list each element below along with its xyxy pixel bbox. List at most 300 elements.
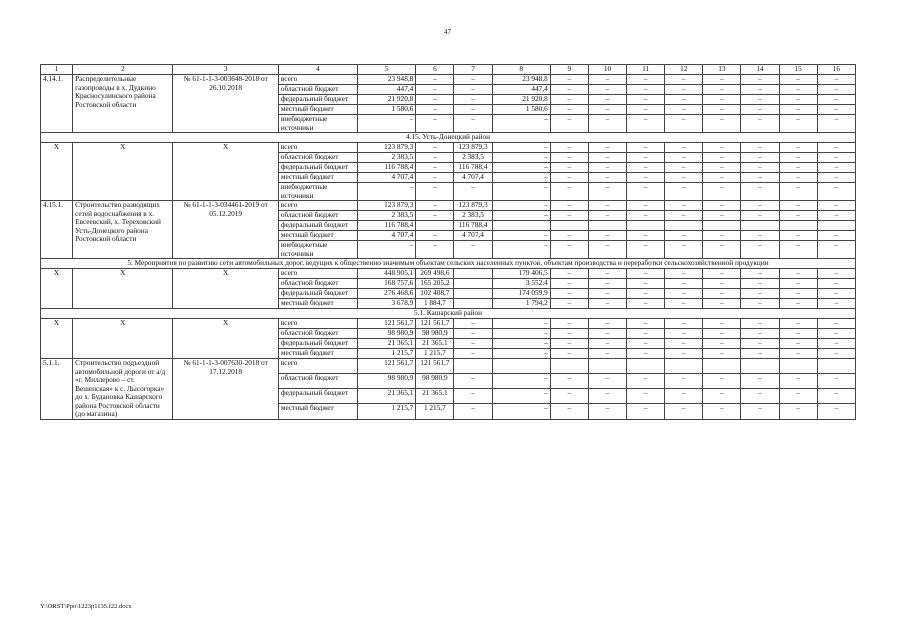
value-cell: – <box>588 299 626 309</box>
value-cell: – <box>665 211 703 221</box>
value-cell <box>454 269 492 279</box>
value-cell: 123 879,3 <box>454 201 492 211</box>
value-cell: – <box>454 75 492 85</box>
value-cell: – <box>817 211 855 221</box>
value-cell: – <box>492 231 550 241</box>
value-cell: – <box>550 211 588 221</box>
value-cell: – <box>817 201 855 211</box>
value-cell: – <box>627 329 665 339</box>
item-number: X <box>41 269 73 309</box>
value-cell: – <box>665 349 703 359</box>
value-cell: – <box>358 115 416 133</box>
funding-source: внебюджетные источники <box>278 183 357 201</box>
value-cell: – <box>741 201 779 211</box>
value-cell: – <box>741 339 779 349</box>
value-cell: – <box>741 241 779 259</box>
value-cell: – <box>627 105 665 115</box>
funding-source: местный бюджет <box>278 105 357 115</box>
value-cell: 98 980,9 <box>416 374 454 389</box>
value-cell: – <box>741 115 779 133</box>
table-row <box>41 359 856 374</box>
value-cell: – <box>665 319 703 329</box>
funding-source: областной бюджет <box>278 211 357 221</box>
value-cell: – <box>779 339 817 349</box>
value-cell <box>454 279 492 289</box>
section-row <box>41 133 856 143</box>
value-cell: – <box>492 374 550 389</box>
value-cell: 2 383,5 <box>358 153 416 163</box>
value-cell: 4 707,4 <box>454 173 492 183</box>
value-cell: – <box>550 319 588 329</box>
funding-source: областной бюджет <box>278 85 357 95</box>
value-cell: – <box>817 241 855 259</box>
value-cell: – <box>779 319 817 329</box>
value-cell: – <box>817 105 855 115</box>
value-cell: – <box>416 211 454 221</box>
value-cell: – <box>779 389 817 404</box>
value-cell: 269 498,6 <box>416 269 454 279</box>
value-cell: – <box>492 115 550 133</box>
value-cell: – <box>416 163 454 173</box>
value-cell: 102 408,7 <box>416 289 454 299</box>
value-cell: – <box>817 319 855 329</box>
value-cell: – <box>817 289 855 299</box>
value-cell: 4 707,4 <box>358 231 416 241</box>
value-cell: – <box>550 329 588 339</box>
value-cell: – <box>703 211 741 221</box>
funding-source: всего <box>278 143 357 153</box>
value-cell: – <box>492 319 550 329</box>
value-cell: – <box>817 85 855 95</box>
value-cell: 179 406,5 <box>492 269 550 279</box>
value-cell: 121 561,7 <box>416 319 454 329</box>
item-number: 4.14.1. <box>41 75 73 133</box>
value-cell <box>492 221 550 231</box>
section-title: 5. Мероприятия по развитию сети автомобильных дорог, ведущих к общественно значимым объектам сельских населенных пунктов, объектам производства и переработки сельскохозяйственной продукции <box>41 259 856 269</box>
funding-source: местный бюджет <box>278 231 357 241</box>
value-cell: – <box>550 105 588 115</box>
value-cell: 23 948,8 <box>492 75 550 85</box>
value-cell: – <box>588 279 626 289</box>
value-cell: – <box>550 163 588 173</box>
value-cell: – <box>588 105 626 115</box>
value-cell: 21 920,8 <box>492 95 550 105</box>
funding-source: внебюджетные источники <box>278 241 357 259</box>
value-cell: 4 707,4 <box>454 231 492 241</box>
column-header: 3 <box>173 65 278 75</box>
value-cell: – <box>492 153 550 163</box>
value-cell: – <box>550 115 588 133</box>
value-cell: – <box>741 279 779 289</box>
funding-source: местный бюджет <box>278 173 357 183</box>
value-cell: – <box>741 289 779 299</box>
value-cell: – <box>492 404 550 419</box>
value-cell: 2 383,5 <box>454 153 492 163</box>
value-cell: – <box>492 329 550 339</box>
value-cell: – <box>665 289 703 299</box>
value-cell: – <box>779 183 817 201</box>
value-cell: – <box>627 241 665 259</box>
item-name: Строительство разводящих сетей водоснабжения в х. Евсеевский, х. Тереховский Усть-Донецкого района Ростовской области <box>73 201 173 259</box>
funding-source: всего <box>278 269 357 279</box>
value-cell: – <box>454 319 492 329</box>
funding-source: областной бюджет <box>278 329 357 339</box>
value-cell: – <box>550 183 588 201</box>
value-cell: – <box>627 201 665 211</box>
column-header: 8 <box>492 65 550 75</box>
value-cell: – <box>741 349 779 359</box>
value-cell: – <box>741 389 779 404</box>
value-cell: – <box>817 173 855 183</box>
value-cell <box>703 221 741 231</box>
column-header: 14 <box>741 65 779 75</box>
value-cell: – <box>779 173 817 183</box>
value-cell: – <box>665 241 703 259</box>
value-cell: – <box>779 105 817 115</box>
item-name: Распределительные газопроводы в х. Дудкино Красносулинского района Ростовской области <box>73 75 173 133</box>
value-cell: – <box>779 279 817 289</box>
value-cell: – <box>665 105 703 115</box>
budget-table <box>40 64 856 420</box>
funding-source: областной бюджет <box>278 279 357 289</box>
value-cell: – <box>550 153 588 163</box>
value-cell: – <box>741 329 779 339</box>
value-cell: 447,4 <box>358 85 416 95</box>
value-cell: – <box>741 374 779 389</box>
value-cell <box>588 359 626 374</box>
value-cell: – <box>779 374 817 389</box>
value-cell: – <box>550 279 588 289</box>
value-cell: – <box>665 279 703 289</box>
value-cell: – <box>665 201 703 211</box>
value-cell <box>416 221 454 231</box>
section-title: 5.1. Кашарский район <box>41 309 856 319</box>
value-cell: – <box>588 329 626 339</box>
funding-source: всего <box>278 75 357 85</box>
value-cell: – <box>779 153 817 163</box>
value-cell: – <box>665 231 703 241</box>
value-cell: – <box>665 404 703 419</box>
value-cell: – <box>703 319 741 329</box>
funding-source: федеральный бюджет <box>278 289 357 299</box>
funding-source: внебюджетные источники <box>278 115 357 133</box>
value-cell: – <box>665 329 703 339</box>
value-cell: – <box>665 115 703 133</box>
value-cell: 123 879,3 <box>358 143 416 153</box>
column-header: 4 <box>278 65 357 75</box>
value-cell: – <box>627 211 665 221</box>
value-cell: – <box>627 173 665 183</box>
value-cell: 123 879,3 <box>358 201 416 211</box>
value-cell: – <box>492 339 550 349</box>
footer-path: Y:\ORST\Ppo\1223p1135.f22.docx <box>40 603 132 610</box>
value-cell: – <box>550 289 588 299</box>
value-cell: – <box>817 349 855 359</box>
value-cell <box>454 289 492 299</box>
value-cell: 116 788,4 <box>358 163 416 173</box>
value-cell: – <box>665 183 703 201</box>
value-cell: – <box>416 75 454 85</box>
value-cell: – <box>416 241 454 259</box>
value-cell <box>779 359 817 374</box>
value-cell: – <box>588 143 626 153</box>
item-number: X <box>41 143 73 201</box>
value-cell: – <box>627 231 665 241</box>
value-cell: – <box>588 374 626 389</box>
value-cell: – <box>588 241 626 259</box>
value-cell: – <box>779 211 817 221</box>
table-row <box>41 143 856 153</box>
value-cell: – <box>779 404 817 419</box>
value-cell: – <box>627 299 665 309</box>
value-cell: – <box>703 231 741 241</box>
value-cell: – <box>416 85 454 95</box>
value-cell: – <box>817 75 855 85</box>
section-row <box>41 259 856 269</box>
value-cell: – <box>817 163 855 173</box>
value-cell: 448 905,1 <box>358 269 416 279</box>
value-cell: – <box>741 95 779 105</box>
value-cell <box>454 359 492 374</box>
value-cell: – <box>703 163 741 173</box>
value-cell: – <box>550 339 588 349</box>
value-cell: – <box>454 329 492 339</box>
value-cell: – <box>665 173 703 183</box>
item-document: № 61-1-1-3-003648-2018 от 26.10.2018 <box>173 75 278 133</box>
value-cell: – <box>550 95 588 105</box>
value-cell: 1 215,7 <box>358 349 416 359</box>
value-cell: 21 920,8 <box>358 95 416 105</box>
value-cell: – <box>454 349 492 359</box>
value-cell <box>588 221 626 231</box>
value-cell <box>627 221 665 231</box>
value-cell: – <box>627 349 665 359</box>
value-cell: 116 788,4 <box>454 221 492 231</box>
value-cell: – <box>492 349 550 359</box>
value-cell: 121 561,7 <box>416 359 454 374</box>
value-cell: – <box>627 163 665 173</box>
value-cell: – <box>454 115 492 133</box>
value-cell: – <box>741 231 779 241</box>
value-cell: – <box>492 163 550 173</box>
value-cell: 98 980,9 <box>358 374 416 389</box>
value-cell: – <box>588 95 626 105</box>
value-cell: – <box>550 404 588 419</box>
value-cell: 168 757,6 <box>358 279 416 289</box>
value-cell: – <box>588 231 626 241</box>
value-cell: 1 884,7 <box>416 299 454 309</box>
value-cell: – <box>741 211 779 221</box>
value-cell: 2 383,5 <box>454 211 492 221</box>
value-cell: – <box>627 85 665 95</box>
value-cell: 21 365,1 <box>358 389 416 404</box>
value-cell: – <box>817 231 855 241</box>
value-cell: – <box>741 75 779 85</box>
funding-source: всего <box>278 319 357 329</box>
value-cell <box>454 299 492 309</box>
value-cell: 116 788,4 <box>358 221 416 231</box>
funding-source: федеральный бюджет <box>278 339 357 349</box>
header-row <box>41 65 856 75</box>
value-cell: 123 879,3 <box>454 143 492 153</box>
value-cell: – <box>550 143 588 153</box>
value-cell: – <box>741 269 779 279</box>
value-cell: – <box>703 289 741 299</box>
value-cell: – <box>588 389 626 404</box>
value-cell: 121 561,7 <box>358 359 416 374</box>
table-row <box>41 269 856 279</box>
value-cell: – <box>492 389 550 404</box>
value-cell <box>665 221 703 231</box>
column-header: 5 <box>358 65 416 75</box>
value-cell: 23 948,8 <box>358 75 416 85</box>
value-cell: – <box>703 143 741 153</box>
value-cell: – <box>703 105 741 115</box>
value-cell: – <box>588 349 626 359</box>
column-header: 15 <box>779 65 817 75</box>
value-cell: 3 552,4 <box>492 279 550 289</box>
table-row <box>41 201 856 211</box>
funding-source: всего <box>278 201 357 211</box>
column-header: 6 <box>416 65 454 75</box>
value-cell: – <box>416 231 454 241</box>
funding-source: федеральный бюджет <box>278 389 357 404</box>
value-cell: – <box>703 269 741 279</box>
value-cell: – <box>550 201 588 211</box>
value-cell: – <box>588 201 626 211</box>
value-cell: – <box>492 143 550 153</box>
value-cell: 98 980,9 <box>358 329 416 339</box>
value-cell: – <box>703 173 741 183</box>
value-cell: – <box>416 153 454 163</box>
value-cell: – <box>817 143 855 153</box>
value-cell: – <box>779 241 817 259</box>
funding-source: федеральный бюджет <box>278 221 357 231</box>
value-cell: – <box>416 143 454 153</box>
funding-source: местный бюджет <box>278 349 357 359</box>
value-cell: – <box>703 115 741 133</box>
value-cell: – <box>550 173 588 183</box>
value-cell: – <box>703 299 741 309</box>
value-cell: – <box>665 153 703 163</box>
value-cell: – <box>550 349 588 359</box>
value-cell: – <box>817 299 855 309</box>
value-cell: 447,4 <box>492 85 550 95</box>
value-cell: – <box>817 183 855 201</box>
value-cell: – <box>627 143 665 153</box>
value-cell: 1 215,7 <box>416 404 454 419</box>
value-cell <box>703 359 741 374</box>
value-cell: – <box>550 299 588 309</box>
item-name: X <box>73 319 173 359</box>
value-cell: – <box>492 201 550 211</box>
value-cell: 1 215,7 <box>358 404 416 419</box>
value-cell: – <box>588 163 626 173</box>
value-cell: – <box>741 299 779 309</box>
value-cell: – <box>779 95 817 105</box>
value-cell: – <box>779 349 817 359</box>
value-cell: – <box>779 115 817 133</box>
value-cell: – <box>454 389 492 404</box>
value-cell: – <box>741 183 779 201</box>
value-cell: – <box>358 183 416 201</box>
value-cell: – <box>741 173 779 183</box>
value-cell: – <box>817 269 855 279</box>
column-header: 9 <box>550 65 588 75</box>
value-cell: 1 794,2 <box>492 299 550 309</box>
value-cell <box>741 221 779 231</box>
value-cell: – <box>779 299 817 309</box>
value-cell: 4 707,4 <box>358 173 416 183</box>
value-cell <box>665 359 703 374</box>
value-cell: – <box>588 75 626 85</box>
value-cell: – <box>492 241 550 259</box>
value-cell: – <box>454 374 492 389</box>
value-cell: 2 383,5 <box>358 211 416 221</box>
value-cell: 1 215,7 <box>416 349 454 359</box>
value-cell <box>492 359 550 374</box>
value-cell: – <box>550 85 588 95</box>
value-cell: – <box>550 269 588 279</box>
value-cell: – <box>627 374 665 389</box>
value-cell: – <box>550 374 588 389</box>
value-cell: – <box>588 269 626 279</box>
value-cell: – <box>588 85 626 95</box>
value-cell: – <box>817 404 855 419</box>
value-cell: – <box>416 105 454 115</box>
value-cell <box>779 221 817 231</box>
value-cell: – <box>665 389 703 404</box>
value-cell: – <box>665 339 703 349</box>
value-cell: – <box>588 183 626 201</box>
value-cell: – <box>741 143 779 153</box>
value-cell: – <box>703 374 741 389</box>
value-cell: – <box>703 339 741 349</box>
value-cell: 276 468,6 <box>358 289 416 299</box>
value-cell <box>817 221 855 231</box>
value-cell: – <box>588 289 626 299</box>
value-cell: – <box>703 329 741 339</box>
value-cell: 3 678,9 <box>358 299 416 309</box>
value-cell: – <box>779 269 817 279</box>
value-cell: – <box>665 163 703 173</box>
value-cell: – <box>627 289 665 299</box>
value-cell: – <box>550 75 588 85</box>
value-cell: – <box>416 201 454 211</box>
value-cell: – <box>492 173 550 183</box>
value-cell: 116 788,4 <box>454 163 492 173</box>
value-cell: – <box>779 85 817 95</box>
value-cell: – <box>741 153 779 163</box>
value-cell: – <box>454 105 492 115</box>
item-document: № 61-1-1-3-034461-2019 от 05.12.2019 <box>173 201 278 259</box>
value-cell: – <box>703 95 741 105</box>
funding-source: местный бюджет <box>278 299 357 309</box>
value-cell: – <box>741 319 779 329</box>
value-cell: – <box>492 183 550 201</box>
value-cell: – <box>741 404 779 419</box>
value-cell: – <box>416 115 454 133</box>
value-cell: – <box>550 389 588 404</box>
item-document: № 61-1-1-3-007630-2018 от 17.12.2018 <box>173 359 278 420</box>
value-cell: 174 059,9 <box>492 289 550 299</box>
value-cell: – <box>358 241 416 259</box>
value-cell: – <box>454 183 492 201</box>
funding-source: федеральный бюджет <box>278 95 357 105</box>
column-header: 7 <box>454 65 492 75</box>
value-cell: 1 580,6 <box>492 105 550 115</box>
value-cell: – <box>627 319 665 329</box>
